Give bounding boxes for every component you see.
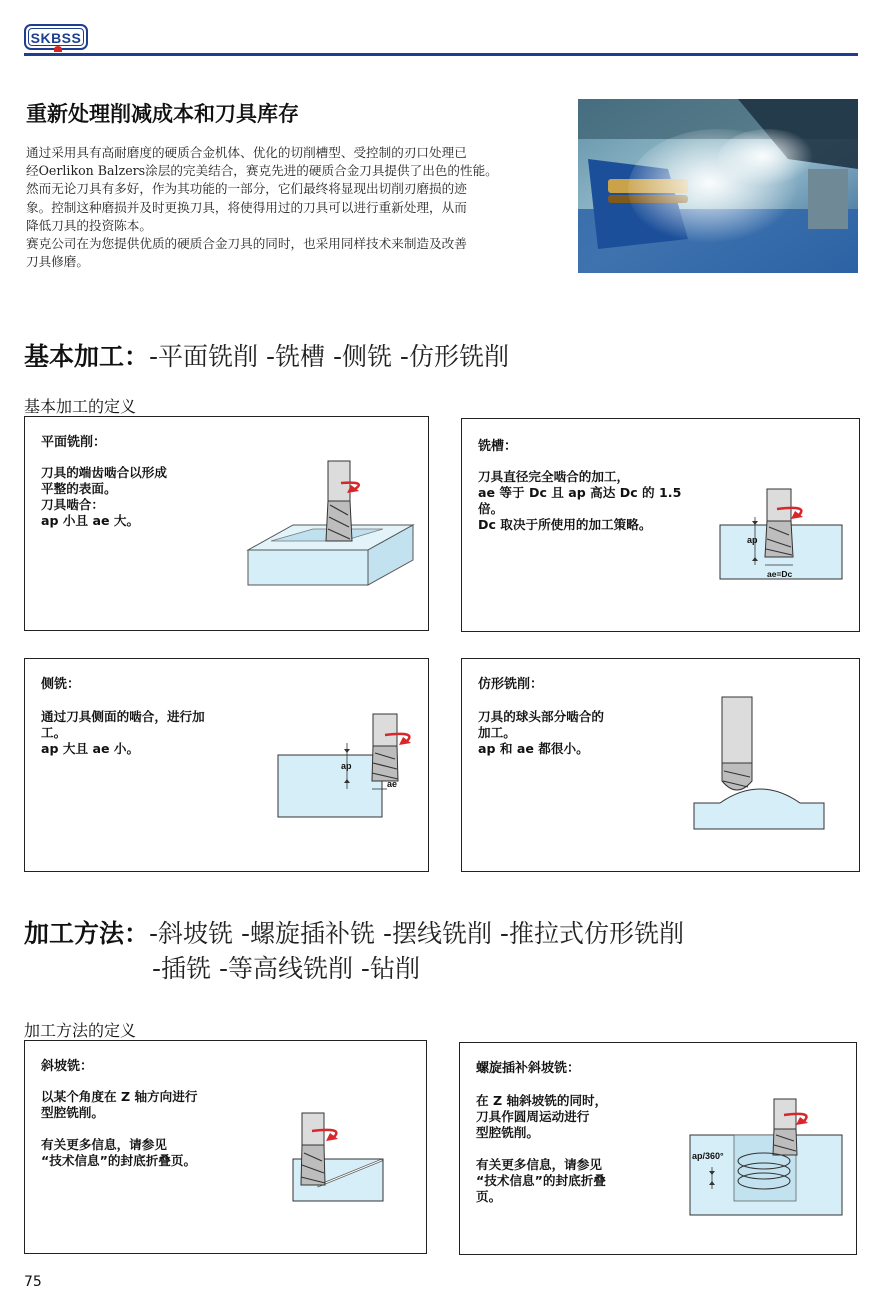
basic-heading-label: 基本加工： (24, 342, 150, 371)
box-line: 工。 (41, 725, 67, 740)
face-milling-box (24, 416, 429, 631)
box-title: 侧铣： (41, 677, 81, 692)
box-line: 通过刀具侧面的啮合，进行加 (41, 709, 205, 724)
box-text (41, 465, 167, 529)
box-line: 刀具的端齿啮合以形成 (41, 465, 167, 480)
box-line: “技术信息”的封底折叠页。 (41, 1153, 197, 1168)
profile-milling-diagram (690, 695, 830, 835)
box-line: 刀具直径完全啮合的加工， (478, 469, 630, 484)
box-line: 在 Z 轴斜坡铣的同时， (476, 1093, 608, 1108)
box-line: ap 大且 ae 小。 (41, 741, 140, 756)
methods-sub-heading: 加工方法的定义 (24, 1021, 137, 1040)
box-line: ap 小且 ae 大。 (41, 513, 140, 528)
intro-line: 象。控制这种磨损并及时更换刀具，将使得用过的刀具可以进行重新处理，从而 (26, 199, 467, 215)
logo-emblem-icon (54, 46, 62, 52)
intro-line: 通过采用具有高耐磨度的硬质合金机体、优化的切削槽型、受控制的刃口处理已 (26, 145, 467, 160)
profile-milling-box (461, 658, 860, 872)
box-line (476, 1141, 607, 1157)
box-line: “技术信息”的封底折叠 (476, 1173, 606, 1188)
box-text (41, 1089, 197, 1169)
box-line: 型腔铣削。 (476, 1125, 539, 1140)
box-line: 有关更多信息，请参见 (41, 1137, 167, 1152)
box-line: 页。 (476, 1189, 502, 1204)
box-title: 平面铣削： (41, 435, 107, 450)
box-text (41, 709, 205, 757)
box-line: Dc 取决于所使用的加工策略。 (478, 517, 652, 532)
ap-label: ap (341, 761, 352, 771)
header-rule (24, 53, 858, 56)
slot-milling-box (461, 418, 860, 632)
intro-line: 赛克公司在为您提供优质的硬质合金刀具的同时，也采用同样技术来制造及改善 (26, 236, 467, 252)
methods-heading-line2: -插铣 -等高线铣削 -钻削 (152, 954, 420, 983)
box-title: 仿形铣削： (478, 677, 544, 692)
helical-ramping-box (459, 1042, 857, 1255)
box-text (478, 709, 604, 757)
box-line (41, 1121, 197, 1137)
side-milling-diagram (275, 709, 425, 824)
box-line: 刀具作圆周运动进行 (476, 1109, 590, 1124)
box-line: 刀具的球头部分啮合的 (478, 709, 604, 724)
methods-heading-label: 加工方法： (24, 919, 150, 948)
basic-machining-heading (24, 337, 509, 373)
box-line: ae 等于 Dc 且 ap 高达 Dc 的 1.5 (478, 485, 682, 500)
intro-paragraph (26, 144, 556, 271)
box-title: 铣槽： (478, 439, 518, 454)
intro-line: 降低刀具的投资陈本。 (26, 217, 152, 233)
page-number: 75 (24, 1274, 42, 1290)
ap-label: ap (747, 535, 758, 545)
ap-per-360-label: ap/360° (692, 1151, 724, 1161)
box-line: 刀具啮合： (41, 497, 104, 512)
ramping-diagram (290, 1111, 390, 1206)
box-text (476, 1093, 607, 1205)
intro-line: 刀具修磨。 (26, 254, 89, 270)
intro-line: 经Oerlikon Balzers涂层的完美结合，赛克先进的硬质合金刀具提供了出色的性能。 (26, 163, 498, 179)
box-line: 加工。 (478, 725, 516, 740)
machining-photo (578, 99, 858, 273)
box-line: 有关更多信息，请参见 (476, 1157, 602, 1172)
page-title: 重新处理削减成本和刀具库存 (26, 102, 299, 126)
basic-heading-items: -平面铣削 -铣槽 -侧铣 -仿形铣削 (149, 342, 509, 371)
box-line: 倍。 (478, 501, 504, 516)
methods-heading-line1: -斜坡铣 -螺旋插补铣 -摆线铣削 -推拉式仿形铣削 (149, 919, 684, 948)
box-title: 螺旋插补斜坡铣： (476, 1061, 581, 1076)
face-milling-diagram (243, 455, 418, 595)
helical-ramping-diagram (688, 1097, 848, 1219)
box-line: 型腔铣削。 (41, 1105, 104, 1120)
skbss-logo (24, 24, 88, 50)
slot-milling-diagram (717, 487, 847, 582)
methods-heading (24, 914, 684, 950)
logo-text: SKBSS (28, 28, 84, 46)
box-line: 以某个角度在 Z 轴方向进行 (41, 1089, 198, 1104)
box-line: ap 和 ae 都很小。 (478, 741, 589, 756)
box-line: 平整的表面。 (41, 481, 117, 496)
box-title: 斜坡铣： (41, 1059, 94, 1074)
ae-label: ae (387, 779, 398, 789)
intro-line: 然而无论刀具有多好，作为其功能的一部分，它们最终将显现出切削刃磨损的迹 (26, 181, 467, 197)
box-text (478, 469, 681, 533)
ramping-box (24, 1040, 427, 1254)
side-milling-box (24, 658, 429, 872)
basic-sub-heading: 基本加工的定义 (24, 397, 137, 416)
ae-dc-label: ae=Dc (767, 569, 793, 579)
